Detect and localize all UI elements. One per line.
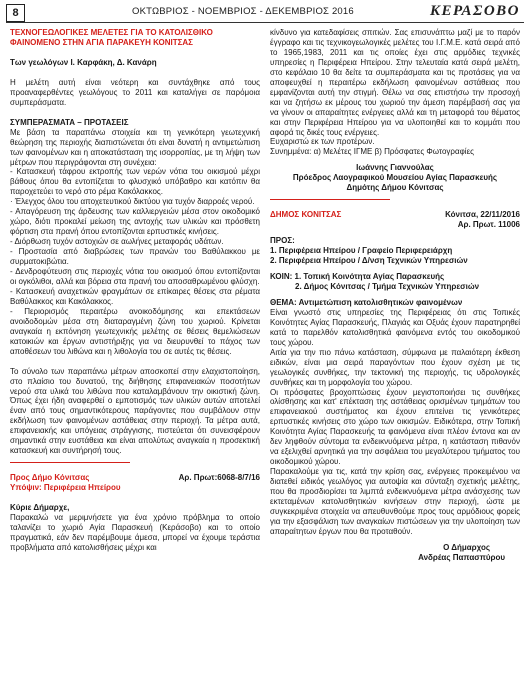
body-paragraph: Παρακαλούμε για τις, κατά την κρίση σας, ενέργειες προκειμένου να διατεθεί ειδικός γεωλόγος για αυτοψία και σύνταξη σχετικής μελέτης, που θα προσδιορίσει τα λιμπτά ενδεικνυόμενα μέτρα ανάσχεσης των εκτεταμένων κατολισθητικών κινήσεων στην περιοχή, ώστε με συγκεκριμένα στοιχεία να απευθυνθούμε προς τους αρμόδιους φορείς για την εξασφάλιση των αναγκαίων πιστώσεων για την υλοποίηση των απαραίτητων έργων που θα προταθούν. xyxy=(270,467,520,536)
conclusions-paragraph: - Κατασκευή αναχετικών φραγμάτων σε επίκαιρες θέσεις στα ρέματα Βαθύλακκος και Κακόλακκος. xyxy=(10,286,260,306)
copy-recipient: 2. Δήμος Κόνιτσας / Τμήμα Τεχνικών Υπηρεσιών xyxy=(295,281,480,291)
document-date: Κόνιτσα, 22/11/2016 xyxy=(445,210,520,220)
conclusions-paragraph: - Διόρθωση τυχόν αστοχιών σε αωλήνες μεταφοράς υδάτων. xyxy=(10,237,224,247)
body-paragraph: Αιτία για την πιο πάνω κατάσταση, σύμφωνα με παλαιότερη έκθεση ειδικών, είναι μια σειρά παραγόντων που έχουν σχέση με τις γεωλογικές συνθήκες, την τεκτονική της περιοχής, τις υδρολογικές συνθήκες και τη μορφολογία του χώρου. xyxy=(270,347,520,387)
page-number: 8 xyxy=(6,4,25,22)
letter-reference: Αρ. Πρωτ:6068-8/7/16 xyxy=(178,473,260,483)
conclusions-paragraph: - Δενδροφύτευση στις περιοχές νότια του οικισμού όπου εντοπίζονται οι ογκόλιθοι, αλλά και βόρεια στα πρανή του αποσαθρωμένου φλύσχη. xyxy=(10,267,260,286)
copy-recipient: ΚΟΙΝ: 1. Τοπική Κοινότητα Αγίας Παρασκευής xyxy=(270,272,445,282)
article-authors: Των γεωλόγων Ι. Καρφάκη, Δ. Κανάρη xyxy=(10,57,157,67)
section-divider xyxy=(270,199,390,200)
signer-title: Δημότης Δήμου Κόνιτσας xyxy=(346,183,444,193)
article-intro: Η μελέτη αυτή είναι νεότερη και συντάχθηκε από τους προαναφερθέντες γεωλόγους το 2011 και καταλήγει σε παρόμοια συμπεράσματα. xyxy=(10,77,260,107)
issue-period: ΟΚΤΩΒΡΙΟΣ - ΝΟΕΜΒΡΙΟΣ - ΔΕΚΕΜΒΡΙΟΣ 2016 xyxy=(132,6,354,17)
conclusions-paragraph: - Κατασκευή τάφρου εκτροπής των νερών νότια του οικισμού μέχρι βάθους όπου θα εντοπίζεται το φλυσχικό υπόβαθρο και κατόπιν θα παροχετεύει το νερό στο ρέμα Κακόλακκος. xyxy=(10,167,260,197)
letter-cc: Υπόψιν: Περιφέρεια Ηπείρου xyxy=(10,483,121,493)
letter-attachments: Συνημμένα: α) Μελέτες ΙΓΜΕ β) Πρόσφατες Φωτογραφίες xyxy=(270,147,474,157)
conclusions-paragraph: - Απαγόρευση της άρδευσης των καλλιεργειών μέσα στον οικοδομικό χώρο, διότι προκαλεί μείωση της αντοχής των υλικών και πρόσθετη φόρτιση στα πρανή όπου εντοπίζονται ερπυστικές κινήσεις. xyxy=(10,207,260,237)
letter-continuation: κίνδυνο για κατεδαφίσεις σπιτιών. Σας επισυνάπτω μαζί με το παρόν έγγραφο και τις τεχνικογεωλογικές μελέτες του Ι.Γ.Μ.Ε. κατά σειρά από το 1965,1983, 2011 και τις οποίες έχει στις αρμόδιες τεχνικές υπηρεσίες η Περιφέρεια Ηπείρου. Στην τελευταία κατά σειρά μελέτη, στο κεφάλαιο 10 θα δείτε τα συμπεράσματα και τις προτάσεις για να αποφευχθεί η περαιτέρω εκδήλωση φαινομένων αστάθειας που εμφανίζονται αυτή την στιγμή. Θέλω να σας επιστήσω την προσοχή και να ζητήσω εκ μέρους του χωριού την άμεση παρέμβασή σας για να γίνουν οι απαραίτητες ενέργειες αλλά και τη μεταφορά του θέματος και στην Περιφέρεια Ηπείρου για να υλοποιηθεί και το κομμάτι που αφορά τις δικές τους ενέργειες. xyxy=(270,28,520,137)
mayor-name: Ανδρέας Παπασπύρου xyxy=(418,552,505,562)
signer-name: Ιωάννης Γιαννούλας xyxy=(356,163,434,173)
body-paragraph: Είναι γνωστό στις υπηρεσίες της Περιφέρειας ότι στις Τοπικές Κοινότητες Αγίας Παρασκευής, Πλαγιάς και Οξυάς έχουν παρατηρηθεί κατά το παρελθόν κατολισθητικά φαινόμενα εντός του οικοδομικού τους χώρου. xyxy=(270,307,520,347)
mayor-label: Ο Δήμαρχος xyxy=(443,542,490,552)
conclusions-paragraph: - Προστασία από διαβρώσεις των πρανών του Βαθύλακκου με συρματοκιβώτια. xyxy=(10,247,260,267)
document-reference: Αρ. Πρωτ. 11006 xyxy=(457,220,520,230)
letter-body: Παρακαλώ να μεριμνήσετε για ένα χρόνιο πρόβλημα το οποίο ταλανίζει το χωριό Αγία Παρασκευή (Κεράσοβο) και το οποίο πραγματικά, εάν δεν παρέμβουμε άμεσα, μπορεί να έχουμε τεράστια προβλήματα από κατολισθήσεις μέχρι και xyxy=(10,513,260,552)
body-paragraph: Οι πρόσφατες βροχοπτώσεις έχουν μεγιστοποιήσει τις συνθήκες ολίσθησης και κατ' επέκταση της αστάθειας ορισμένων τμημάτων του επιφανειακού συστήματος και έχουν επιτείνει τις γενικότερες ερπυστικές κινήσεις στο χώρο των οικισμών. Ειδικότερα, στην Τοπική Κοινότητα Αγίας Παρασκευής τα φαινόμενα είναι πλέον έντονα και αν δεν ληφθούν σύντομα τα ενδεικνυόμενα μέτρα, η κατάσταση πιθανόν να εξελιχθεί αρνητικά για την ασφάλεια του μεγαλύτερου τμήματος του οικοδομικού χώρου. xyxy=(270,387,520,467)
recipients-label: ΠΡΟΣ: xyxy=(270,236,295,246)
conclusions-paragraph: Με βάση τα παραπάνω στοιχεία και τη γενικότερη γεωτεχνική θεώρηση της περιοχής διαπιστώνεται ότι είναι δυνατή η αντιμετώπιση των φαινομένων και η αποκατάσταση της ισορροπίας, με τη λήψη των μέτρων που περιγράφονται στη συνέχεια: xyxy=(10,127,260,167)
conclusions-heading: ΣΥΜΠΕΡΑΣΜΑΤΑ – ΠΡΟΤΑΣΕΙΣ xyxy=(10,117,129,127)
conclusions-paragraph: - Περιορισμός περαιτέρω ανοικοδόμησης και επεκτάσεων ανοιδοδομών μέσα στη διαταραγμένη ζώνη του χωριού. Κρίνεται αναγκαία η εκπόνηση γεωτεχνικής μελέτης σε θέσεις θεμελιώσεων κατοικιών και έργων αντιστήριξης για να διευρυνθεί το πάχος των αποθέσεων του λιθώνα και η λιθολογία του σε αυτές τις θέσεις. xyxy=(10,306,260,356)
letter-thanks: Ευχαριστώ εκ των προτέρων. xyxy=(270,137,375,147)
masthead: ΚΕΡΑΣΟΒΟ xyxy=(430,3,520,19)
signer-title: Πρόεδρος Λαογραφικού Μουσείου Αγίας Παρασκευής xyxy=(292,173,498,183)
document-subject: ΘΕΜΑ: Αντιμετώπιση κατολισθητικών φαινομένων xyxy=(270,297,463,307)
header-rule xyxy=(6,22,524,23)
left-column xyxy=(10,28,260,553)
recipient: 1. Περιφέρεια Ηπείρου / Γραφείο Περιφερειάρχη xyxy=(270,246,453,256)
page-header xyxy=(6,4,524,22)
letter-recipient: Προς Δήμο Κόνιτσας xyxy=(10,473,90,483)
closing-paragraph: Το σύνολο των παραπάνω μέτρων αποσκοπεί στην ελαχιστοποίηση, στο πλαίσιο του δυνατού, της διήθησης επιφανειακών ποσοτήτων νερού στα υλικά του λιθώνα που καταλαμβάνουν την οικιστική ζώνη. Όπως έχει ήδη αναφερθεί ο εμποτισμός των υλικών αυτών αποτελεί έναν από τους σημαντικότερους παράγοντες που συμβάλουν στην εκδήλωση των φαινομένων αστάθειας στην περιοχή. Τα μέτρα αυτά, επιφανειακής και υπόγειας στράγγισης, πιστεύεται ότι συνεισφέρουν σημαντικά στην ευστάθεια και είναι απολύτως αναγκαία η προσεκτική κατασκευή και συντήρησή τους. xyxy=(10,366,260,456)
conclusions-paragraph: · Έλεγχος όλου του αποχετευτικού δικτύου για τυχόν διαρροές νερού. xyxy=(10,197,255,207)
right-column xyxy=(270,28,520,563)
recipient: 2. Περιφέρεια Ηπείρου / Δ/νση Τεχνικών Υπηρεσιών xyxy=(270,256,468,266)
letter-salutation: Κύριε Δήμαρχε, xyxy=(10,503,70,513)
article-title-line-1: ΤΕΧΝΟΓΕΩΛΟΓΙΚΕΣ ΜΕΛΕΤΕΣ ΓΙΑ ΤΟ ΚΑΤΟΛΙΣΘΙΚΟ xyxy=(10,28,213,37)
section-divider xyxy=(10,462,130,463)
article-title-line-2: ΦΑΙΝΟΜΕΝΟ ΣΤΗΝ ΑΓΙΑ ΠΑΡΑΚΕΥΗ ΚΟΝΙΤΣΑΣ xyxy=(10,37,193,47)
municipality-name: ΔΗΜΟΣ ΚΟΝΙΤΣΑΣ xyxy=(270,210,342,220)
